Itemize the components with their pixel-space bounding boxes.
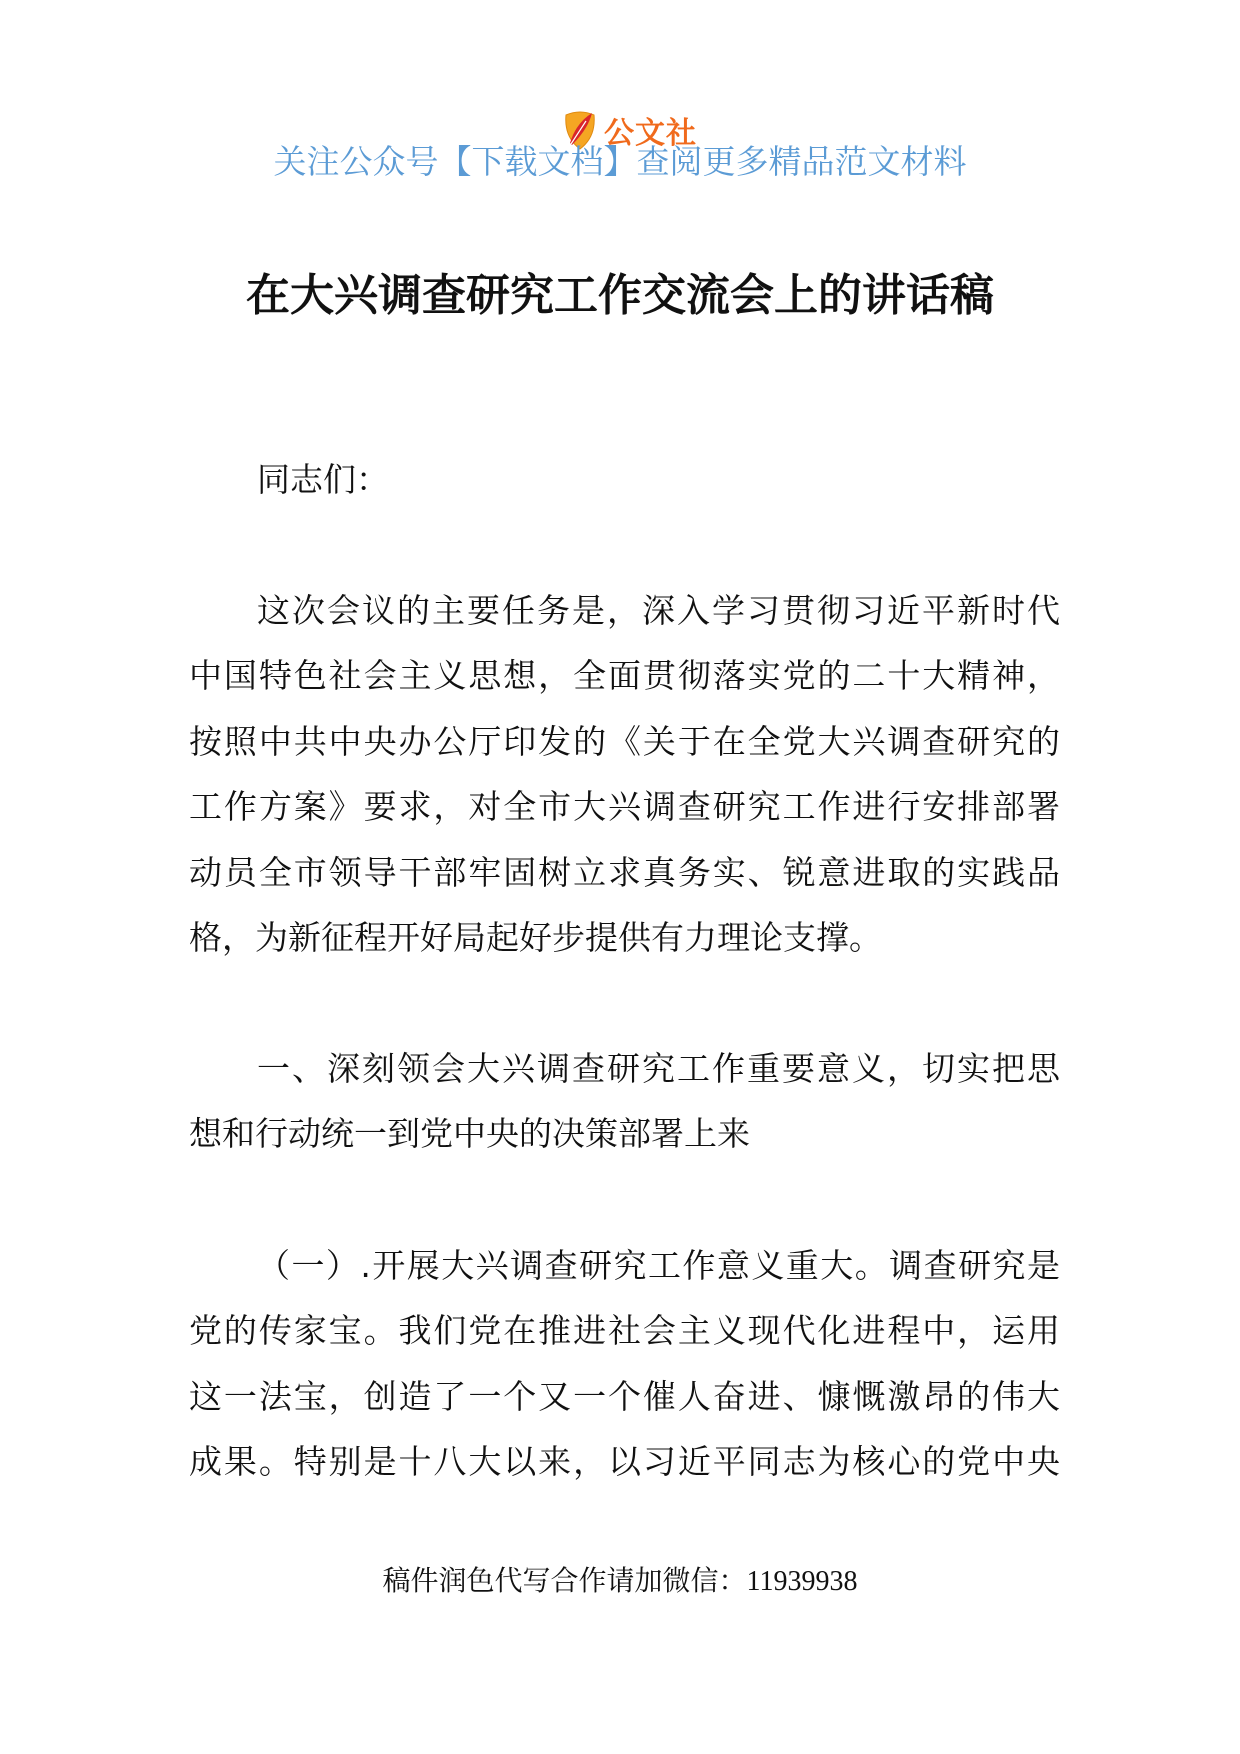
text-line: 这次会议的主要任务是，深入学习贯彻习近平新时代 [257, 591, 1060, 630]
logo-text: 公文社 [604, 116, 697, 151]
text-line: 成果。特别是十八大以来，以习近平同志为核心的党中央 [189, 1442, 1060, 1482]
section-heading-1 [189, 1036, 1060, 1167]
text-line: 工作方案》要求，对全市大兴调查研究工作进行安排部署 [189, 787, 1060, 827]
text-line: 按照中共中央办公厅印发的《关于在全党大兴调查研究的 [189, 721, 1060, 761]
text-line: 格，为新征程开好局起好步提供有力理论支撑。 [189, 917, 882, 957]
text-line: 这一法宝，创造了一个又一个催人奋进、慷慨激昂的伟大 [189, 1376, 1060, 1416]
salutation [189, 447, 1060, 512]
text-line: 想和行动统一到党中央的决策部署上来 [189, 1114, 750, 1154]
paragraph-intro [189, 578, 1060, 970]
text-line: 动员全市领导干部牢固树立求真务实、锐意进取的实践品 [189, 852, 1060, 892]
text-line: 党的传家宝。我们党在推进社会主义现代化进程中，运用 [189, 1311, 1060, 1351]
footer-label: 稿件润色代写合作请加微信： [382, 1564, 747, 1597]
promo-banner: 关注公众号【下载文档】查阅更多精品范文材料 [273, 142, 967, 181]
salutation-text: 同志们： [257, 460, 389, 499]
text-line: （一）.开展大兴调查研究工作意义重大。调查研究是 [257, 1246, 1060, 1285]
footer-contact [0, 1562, 1240, 1601]
text-line: 中国特色社会主义思想，全面贯彻落实党的二十大精神， [189, 656, 1060, 696]
paragraph-1-1 [189, 1233, 1060, 1495]
document-title: 在大兴调查研究工作交流会上的讲话稿 [246, 270, 994, 321]
wechat-number: 11939938 [746, 1566, 858, 1597]
text-line: 一、深刻领会大兴调查研究工作重要意义，切实把思 [257, 1049, 1060, 1088]
